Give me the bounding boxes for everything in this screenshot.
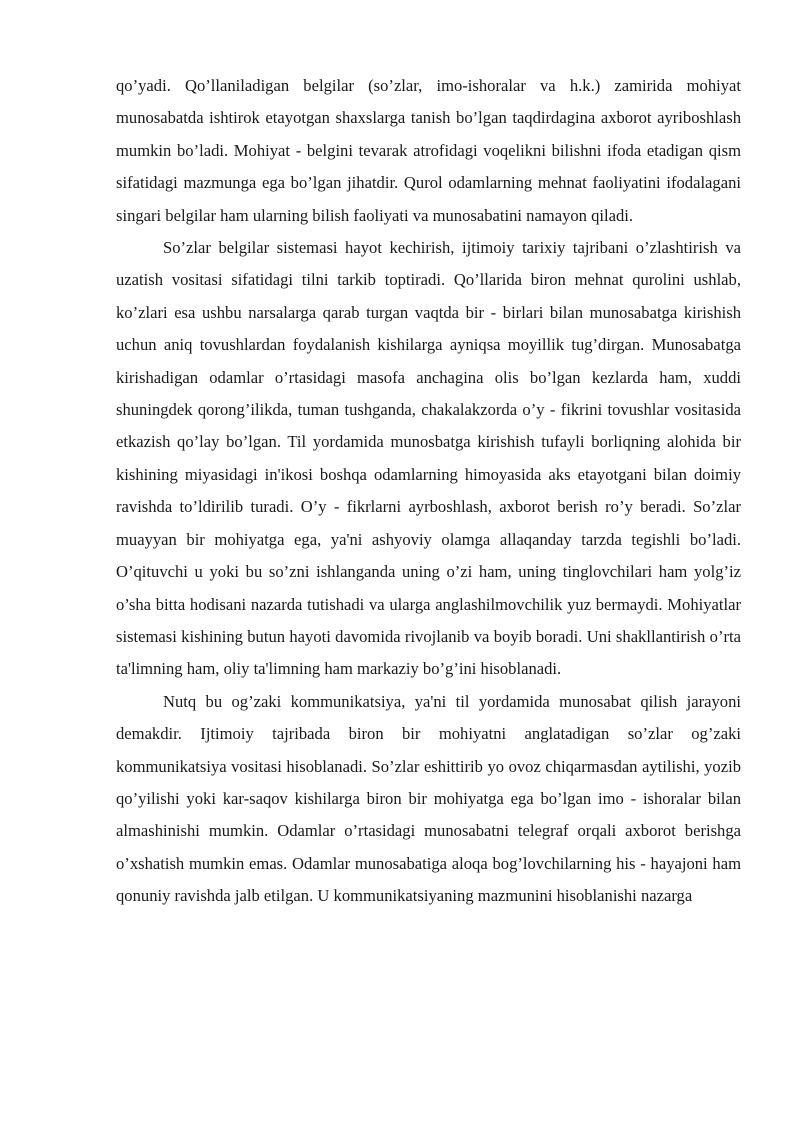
paragraph-2: So’zlar belgilar sistemasi hayot kechirish, ijtimoiy tarixiy tajribani o’zlashtirish va uzatish vositasi sifatidagi tilni tarkib toptiradi. Qo’llarida biron mehnat qurolini ushlab, ko’zlari esa ushbu narsalarga qarab turgan vaqtda bir - birlari bilan munosabatga kirishish uchun aniq tovushlardan foydalanish kishilarga ayniqsa moyillik tug’dirgan. Munosabatga kirishadigan odamlar o’rtasidagi masofa anchagina olis bo’lgan kezlarda ham, xuddi shuningdek qorong’ilikda, tuman tushganda, chakalakzorda o’y - fikrini tovushlar vositasida etkazish qo’lay bo’lgan. Til yordamida munosbatga kirishish tufayli borliqning alohida bir kishining miyasidagi in'ikosi boshqa odamlarning himoyasida aks etayotgani bilan doimiy ravishda to’ldirilib turadi. O’y - fikrlarni ayrboshlash, axborot berish ro’y beradi. So’zlar muayyan bir mohiyatga ega, ya'ni ashyoviy olamga allaqanday tarzda tegishli bo’ladi. O’qituvchi u yoki bu so’zni ishlanganda uning o’zi ham, uning tinglovchilari ham yolg’iz o’sha bitta hodisani nazarda tutishadi va ularga anglashilmovchilik yuz bermaydi. Mohiyatlar sistemasi kishining butun hayoti davomida rivojlanib va boyib boradi. Uni shakllantirish o’rta ta'limning ham, oliy ta'limning ham markaziy bo’g’ini hisoblanadi. (116, 238, 741, 679)
document-page (116, 70, 741, 913)
paragraph-3: Nutq bu og’zaki kommunikatsiya, ya'ni til yordamida munosabat qilish jarayoni demakdir. Ijtimoiy tajribada biron bir mohiyatni anglatadigan so’zlar og’zaki kommunikatsiya vositasi hisoblanadi. So’zlar eshittirib yo ovoz chiqarmasdan aytilishi, yozib qo’yilishi yoki kar-saqov kishilarga biron bir mohiyatga ega bo’lgan imo - ishoralar bilan almashinishi mumkin. Odamlar o’rtasidagi munosabatni telegraf orqali axborot berishga o’xshatish mumkin emas. Odamlar munosabatiga aloqa bog’lovchilarning his - hayajoni ham qonuniy ravishda jalb etilgan. U kommunikatsiyaning mazmunini hisoblanishi nazarga (116, 691, 741, 906)
paragraph-1: qo’yadi. Qo’llaniladigan belgilar (so’zlar, imo-ishoralar va h.k.) zamirida mohiyat munosabatda ishtirok etayotgan shaxslarga tanish bo’lgan taqdirdagina axborot ayriboshlash mumkin bo’ladi. Mohiyat - belgini tevarak atrofidagi voqelikni bilishni ifoda etadigan qism sifatidagi mazmunga ega bo’lgan jihatdir. Qurol odamlarning mehnat faoliyatini ifodalagani singari belgilar ham ularning bilish faoliyati va munosabatini namayon qiladi. (116, 76, 741, 225)
